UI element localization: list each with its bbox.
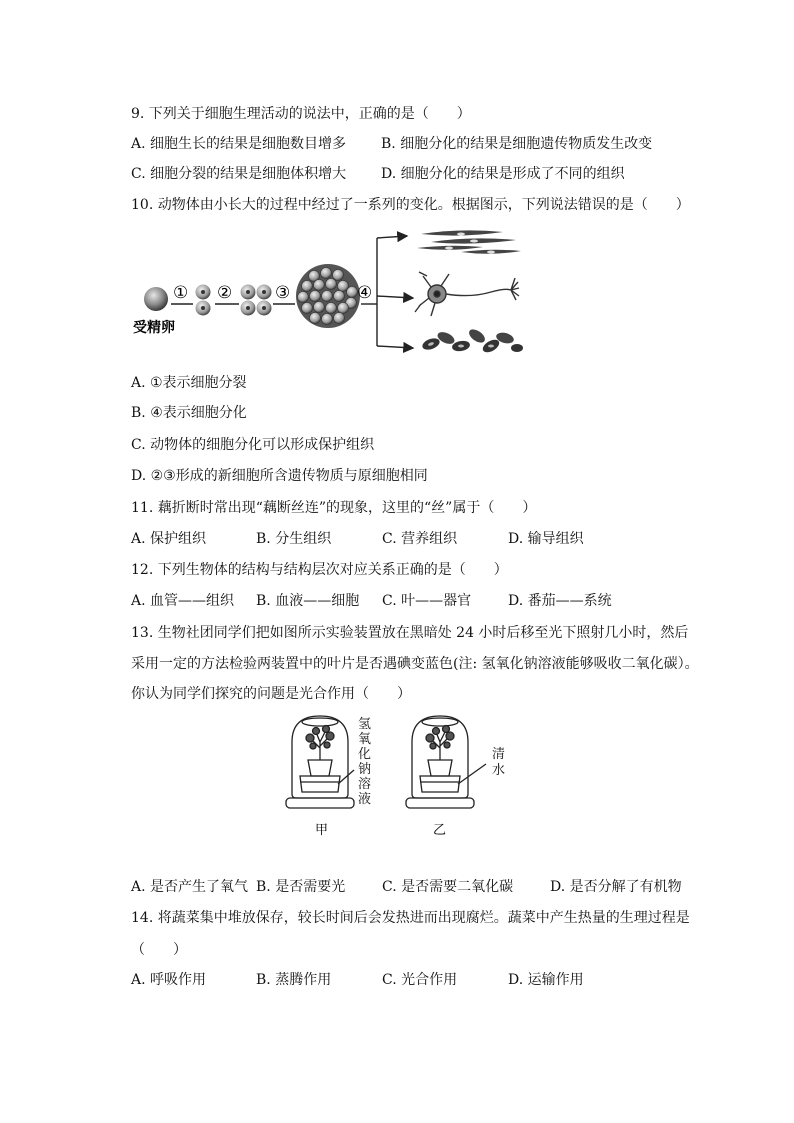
- q9-option-b: B. 细胞分化的结果是细胞遗传物质发生改变: [381, 136, 653, 152]
- bell-jar-experiment-figure: [280, 712, 520, 840]
- jar-yi: [406, 716, 486, 808]
- question-9-stem: 9. 下列关于细胞生理活动的说法中，正确的是（ ）: [131, 106, 471, 122]
- svg-text:化: 化: [358, 747, 372, 762]
- bell-jar-diagram: [280, 712, 520, 840]
- svg-text:水: 水: [492, 763, 506, 778]
- jar-jia-caption: 甲: [315, 823, 329, 838]
- blood-cells-image: [421, 327, 523, 355]
- q14-option-c: C. 光合作用: [382, 972, 458, 988]
- q9-option-c: C. 细胞分裂的结果是细胞体积增大: [131, 166, 347, 182]
- step-1-label: ①: [173, 283, 189, 303]
- q13-option-b: B. 是否需要光: [256, 879, 346, 895]
- q14-option-a: A. 呼吸作用: [131, 972, 207, 988]
- zygote-cell: [144, 287, 168, 311]
- branch-arrow-nerve: [377, 296, 413, 298]
- svg-text:溶: 溶: [358, 777, 372, 792]
- nerve-cell-image: [415, 272, 519, 316]
- q11-option-d: D. 输导组织: [508, 531, 584, 547]
- jar-yi-caption: 乙: [433, 823, 447, 838]
- q11-option-b: B. 分生组织: [256, 531, 332, 547]
- q14-option-b: B. 蒸腾作用: [256, 972, 332, 988]
- clear-water-label: [492, 746, 505, 778]
- q13-option-c: C. 是否需要二氧化碳: [382, 879, 514, 895]
- question-10-stem: 10. 动物体由小长大的过程中经过了一系列的变化。根据图示，下列说法错误的是（ ）: [131, 197, 690, 213]
- step-3-label: ③: [275, 283, 291, 303]
- svg-text:钠: 钠: [358, 762, 372, 777]
- cell-development-diagram: [131, 226, 523, 358]
- q11-option-a: A. 保护组织: [131, 531, 207, 547]
- q9-option-a: A. 细胞生长的结果是细胞数目增多: [131, 136, 347, 152]
- sodium-hydroxide-label: [358, 717, 371, 807]
- svg-text:氢: 氢: [358, 717, 372, 732]
- question-14-stem-line-1: 14. 将蔬菜集中堆放保存，较长时间后会发热进而出现腐烂。蔬菜中产生热量的生理过程是: [131, 910, 690, 926]
- q11-option-c: C. 营养组织: [382, 531, 458, 547]
- step-2-label: ②: [217, 283, 233, 303]
- svg-text:液: 液: [358, 792, 372, 807]
- q12-option-b: B. 血液——细胞: [256, 593, 360, 609]
- q10-option-c: C. 动物体的细胞分化可以形成保护组织: [131, 437, 375, 453]
- q12-option-a: A. 血管——组织: [131, 593, 235, 609]
- jar-jia: [286, 716, 354, 808]
- q10-option-b: B. ④表示细胞分化: [131, 405, 247, 421]
- muscle-tissue-image: [417, 230, 521, 253]
- step-4-label: ④: [357, 283, 373, 303]
- svg-text:清: 清: [492, 747, 506, 762]
- branch-arrow-muscle: [377, 236, 407, 238]
- four-cell-stage: [241, 285, 272, 316]
- zygote-label: 受精卵: [133, 320, 175, 336]
- question-12-stem: 12. 下列生物体的结构与结构层次对应关系正确的是（ ）: [131, 562, 508, 578]
- two-cell-stage: [196, 285, 211, 316]
- question-13-stem-line-2: 采用一定的方法检验两装置中的叶片是否遇碘变蓝色(注: 氢氧化钠溶液能够吸收二氧化碳）。: [131, 656, 699, 672]
- q13-option-d: D. 是否分解了有机物: [550, 879, 682, 895]
- q9-option-d: D. 细胞分化的结果是形成了不同的组织: [381, 166, 625, 182]
- q12-option-d: D. 番茄——系统: [508, 593, 612, 609]
- svg-text:氧: 氧: [358, 732, 372, 747]
- question-14-stem-line-2: （ ）: [131, 942, 187, 958]
- q13-option-a: A. 是否产生了氧气: [131, 879, 249, 895]
- q10-option-d: D. ②③形成的新细胞所含遗传物质与原细胞相同: [131, 468, 428, 484]
- question-13-stem-line-3: 你认为同学们探究的问题是光合作用（ ）: [131, 686, 411, 702]
- question-13-stem-line-1: 13. 生物社团同学们把如图所示实验装置放在黑暗处 24 小时后移至光下照射几小时，然后: [131, 625, 689, 641]
- q14-option-d: D. 运输作用: [508, 972, 584, 988]
- multi-cell-mass: [296, 264, 360, 328]
- q10-option-a: A. ①表示细胞分裂: [131, 375, 247, 391]
- cell-development-figure: [131, 226, 523, 358]
- q12-option-c: C. 叶——器官: [382, 593, 472, 609]
- question-11-stem: 11. 藕折断时常出现“藕断丝连”的现象，这里的“丝”属于（ ）: [131, 500, 537, 516]
- branch-arrow-blood: [377, 346, 413, 348]
